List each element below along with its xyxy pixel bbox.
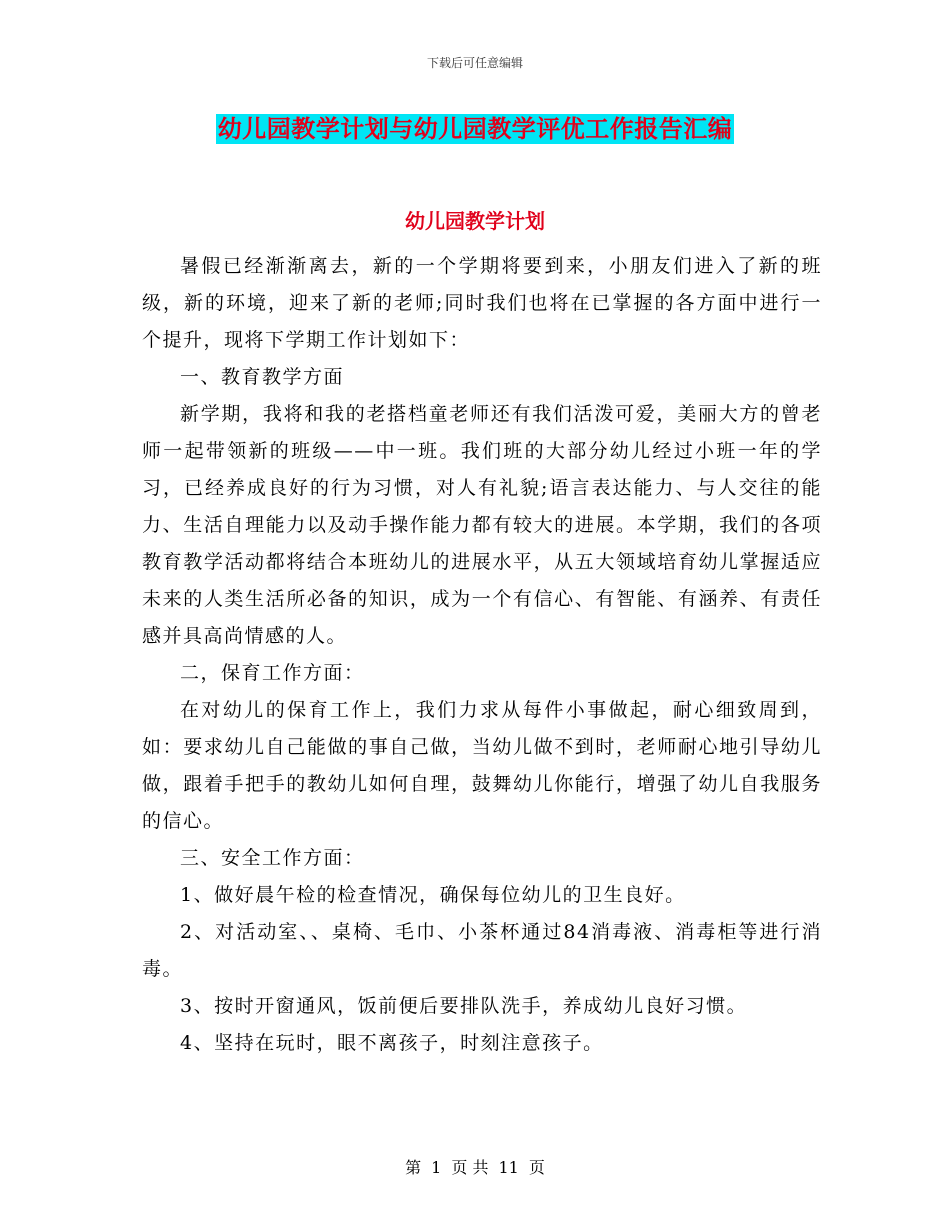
footer-suffix: 页 <box>528 1158 545 1177</box>
safety-item-1: 1、做好晨午检的检查情况，确保每位幼儿的卫生良好。 <box>180 884 686 906</box>
document-title: 幼儿园教学计划与幼儿园教学评优工作报告汇编 <box>217 114 733 143</box>
safety-item-4: 4、坚持在玩时，眼不离孩子，时刻注意孩子。 <box>180 1032 604 1054</box>
paragraph-intro: 暑假已经渐渐离去，新的一个学期将要到来，小朋友们进入了新的班级，新的环境，迎来了新的老师;同时我们也将在已掌握的各方面中进行一个提升，现将下学期工作计划如下： <box>142 255 822 351</box>
heading-education: 一、教育教学方面 <box>180 366 345 388</box>
section-title: 幼儿园教学计划 <box>405 209 545 233</box>
safety-item-3: 3、按时开窗通风，饭前便后要排队洗手，养成幼儿良好习惯。 <box>180 995 748 1017</box>
paragraph-care: 在对幼儿的保育工作上，我们力求从每件小事做起，耐心细致周到，如：要求幼儿自己能做的事自己做，当幼儿做不到时，老师耐心地引导幼儿做，跟着手把手的教幼儿如何自理，鼓舞幼儿你能行，增强了幼儿自我服务的信心。 <box>142 699 822 832</box>
footer-total-pages: 11 <box>498 1158 519 1177</box>
footer-page-number: 1 <box>431 1158 442 1177</box>
footer-prefix: 第 <box>405 1158 422 1177</box>
page-footer <box>0 1155 950 1178</box>
body-text <box>142 248 822 1062</box>
document-title-wrap <box>0 114 950 144</box>
safety-item-2: 2、对活动室、、桌椅、毛巾、小茶杯通过84消毒液、消毒柜等进行消毒。 <box>142 921 822 980</box>
paragraph-education: 新学期，我将和我的老搭档童老师还有我们活泼可爱，美丽大方的曾老师一起带领新的班级——中一班。我们班的大部分幼儿经过小班一年的学习，已经养成良好的行为习惯，对人有礼貌;语言表达能力、与人交往的能力、生活自理能力以及动手操作能力都有较大的进展。本学期，我们的各项教育教学活动都将结合本班幼儿的进展水平，从五大领域培育幼儿掌握适应未来的人类生活所必备的知识，成为一个有信心、有智能、有涵养、有责任感并具高尚情感的人。 <box>142 403 822 647</box>
header-note: 下载后可任意编辑 <box>426 56 523 70</box>
footer-mid: 页 共 <box>451 1158 489 1177</box>
heading-care: 二，保育工作方面： <box>180 662 365 684</box>
heading-safety: 三、安全工作方面： <box>180 847 365 869</box>
